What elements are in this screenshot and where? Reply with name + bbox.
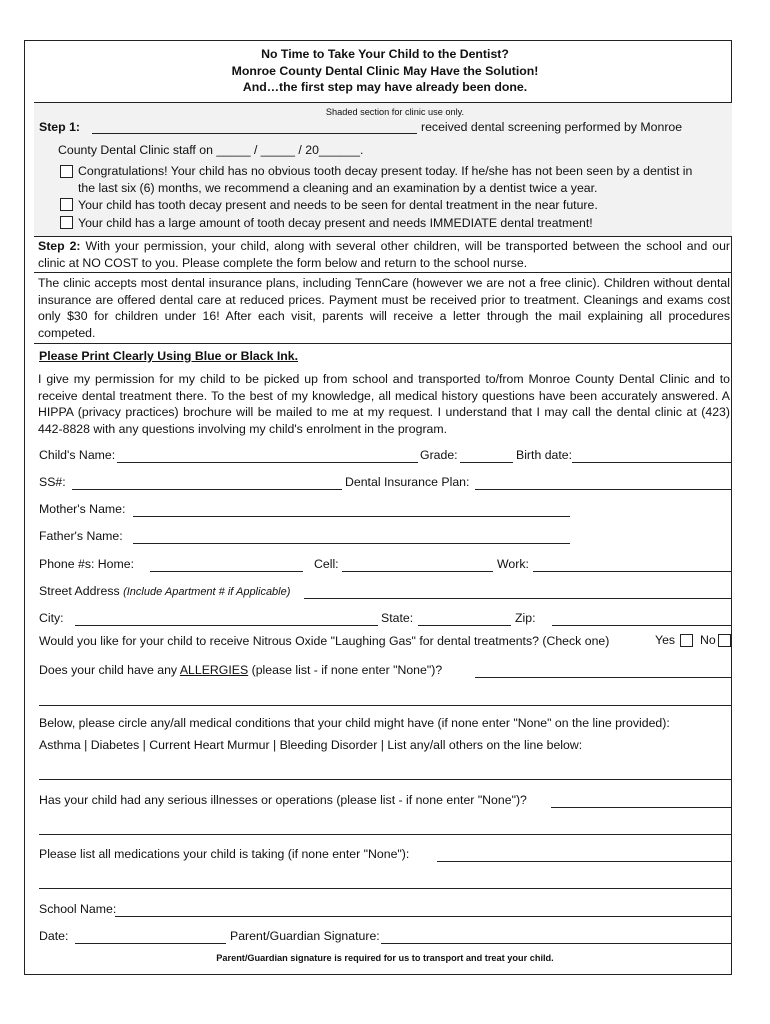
step1-label: Step 1:: [39, 120, 80, 134]
street-address-text: Street Address: [39, 584, 120, 598]
street-address-field[interactable]: [304, 598, 731, 599]
nitrous-question: Would you like for your child to receive Nitrous Oxide "Laughing Gas" for dental treatments? (Check one): [39, 634, 610, 648]
nitrous-yes-label: Yes: [655, 633, 676, 647]
option-immediate-text: Your child has a large amount of tooth decay present and needs IMMEDIATE dental treatment!: [78, 216, 593, 230]
mother-name-label: Mother's Name:: [39, 502, 126, 516]
insurance-label: Dental Insurance Plan:: [345, 475, 470, 489]
section-divider: [34, 102, 732, 103]
birth-date-label: Birth date:: [516, 448, 573, 462]
work-label: Work:: [497, 557, 529, 571]
nitrous-no-label: No: [700, 633, 716, 647]
ssn-field[interactable]: [72, 489, 342, 490]
option-immediate-checkbox[interactable]: [60, 216, 73, 229]
header-line-3: And…the first step may have already been done.: [242, 80, 528, 94]
zip-field[interactable]: [552, 625, 731, 626]
allergies-field-line2[interactable]: [39, 705, 731, 706]
step2-text: With your permission, your child, along with several other children, will be transported between the school and our clinic at NO COST to you. Please complete the form below and return to the school nurse.: [38, 239, 730, 270]
step1-text-a: received dental screening performed by Monroe: [421, 120, 683, 134]
permission-paragraph: I give my permission for my child to be picked up from school and transported to/from Monroe County Dental Clinic and to receive dental treatment there. To the best of my knowledge, all medical history questions have been accurately answered. A HIPPA (privacy practices) brochure will be mailed to me at my request. I understand that I may call the dental clinic at (423) 442-8828 with any questions involving my child's enrolment in the program.: [38, 372, 730, 437]
option-no-decay-line2: the last six (6) months, we recommend a cleaning and an examination by a dentist twice a year.: [78, 181, 598, 195]
section-divider: [34, 343, 732, 344]
signature-field[interactable]: [381, 943, 731, 944]
footer-note: Parent/Guardian signature is required for us to transport and treat your child.: [216, 953, 554, 963]
phone-home-field[interactable]: [150, 571, 303, 572]
option-no-decay-line1: Congratulations! Your child has no obvious tooth decay present today. If he/she has not been seen by a dentist in: [78, 164, 693, 178]
ssn-label: SS#:: [39, 475, 66, 489]
step2-paragraph: [38, 238, 730, 271]
state-field[interactable]: [418, 625, 511, 626]
birth-date-field[interactable]: [572, 462, 731, 463]
date-label: Date:: [39, 929, 69, 943]
grade-label: Grade:: [420, 448, 458, 462]
allergies-pre: Does your child have any: [39, 663, 180, 677]
mother-name-field[interactable]: [133, 516, 570, 517]
medications-field-line2[interactable]: [39, 888, 731, 889]
allergies-question: [39, 663, 442, 677]
phone-home-label: Phone #s: Home:: [39, 557, 135, 571]
school-name-field[interactable]: [115, 916, 731, 917]
cell-field[interactable]: [342, 571, 493, 572]
medications-field[interactable]: [437, 861, 731, 862]
date-field[interactable]: [75, 943, 226, 944]
childs-name-field[interactable]: [117, 462, 418, 463]
illnesses-field[interactable]: [551, 807, 731, 808]
option-no-decay-checkbox[interactable]: [60, 165, 73, 178]
work-field[interactable]: [533, 571, 731, 572]
section-divider: [34, 236, 732, 237]
allergies-keyword: ALLERGIES: [179, 663, 249, 677]
school-name-label: School Name:: [39, 902, 117, 916]
step1-text-b: County Dental Clinic staff on _____ / _____ / 20______.: [58, 143, 364, 157]
illnesses-question: Has your child had any serious illnesses or operations (please list - if none enter "None")?: [39, 793, 527, 807]
zip-label: Zip:: [515, 611, 536, 625]
insurance-field[interactable]: [475, 489, 731, 490]
conditions-list: Asthma | Diabetes | Current Heart Murmur | Bleeding Disorder | List any/all others on the line below:: [39, 738, 583, 752]
medications-question: Please list all medications your child is taking (if none enter "None"):: [39, 847, 410, 861]
cell-label: Cell:: [314, 557, 339, 571]
clinic-info-paragraph: The clinic accepts most dental insurance plans, including TennCare (however we are not a free clinic). Children without dental insurance are offered dental care at reduced prices. Payment must be received prior to treatment. Cleanings and exams cost only $30 for children under 16! After each visit, parents will receive a letter through the mail explaining all procedures competed.: [38, 276, 730, 341]
city-field[interactable]: [75, 625, 378, 626]
illnesses-field-line2[interactable]: [39, 834, 731, 835]
nitrous-no-checkbox[interactable]: [718, 634, 731, 647]
shaded-note: Shaded section for clinic use only.: [325, 107, 465, 117]
grade-field[interactable]: [460, 462, 513, 463]
conditions-intro: Below, please circle any/all medical conditions that your child might have (if none enter "None" on the line provided):: [39, 716, 670, 730]
street-address-label: [39, 584, 290, 598]
header-line-1: No Time to Take Your Child to the Dentist?: [261, 47, 509, 61]
header-line-2: Monroe County Dental Clinic May Have the Solution!: [231, 64, 539, 78]
street-address-note: (Include Apartment # if Applicable): [123, 586, 291, 598]
allergies-post: (please list - if none enter "None")?: [248, 663, 443, 677]
city-label: City:: [39, 611, 64, 625]
allergies-field[interactable]: [475, 677, 731, 678]
section-divider: [34, 272, 732, 273]
father-name-label: Father's Name:: [39, 529, 123, 543]
step1-child-name-line[interactable]: [92, 133, 417, 134]
state-label: State:: [381, 611, 414, 625]
nitrous-yes-checkbox[interactable]: [680, 634, 693, 647]
print-heading: Please Print Clearly Using Blue or Black Ink.: [39, 349, 299, 363]
option-decay-checkbox[interactable]: [60, 198, 73, 211]
father-name-field[interactable]: [133, 543, 570, 544]
option-decay-text: Your child has tooth decay present and needs to be seen for dental treatment in the near future.: [78, 198, 598, 212]
step2-label: Step 2:: [38, 239, 81, 253]
conditions-other-field[interactable]: [39, 779, 731, 780]
childs-name-label: Child's Name:: [39, 448, 116, 462]
signature-label: Parent/Guardian Signature:: [230, 929, 380, 943]
